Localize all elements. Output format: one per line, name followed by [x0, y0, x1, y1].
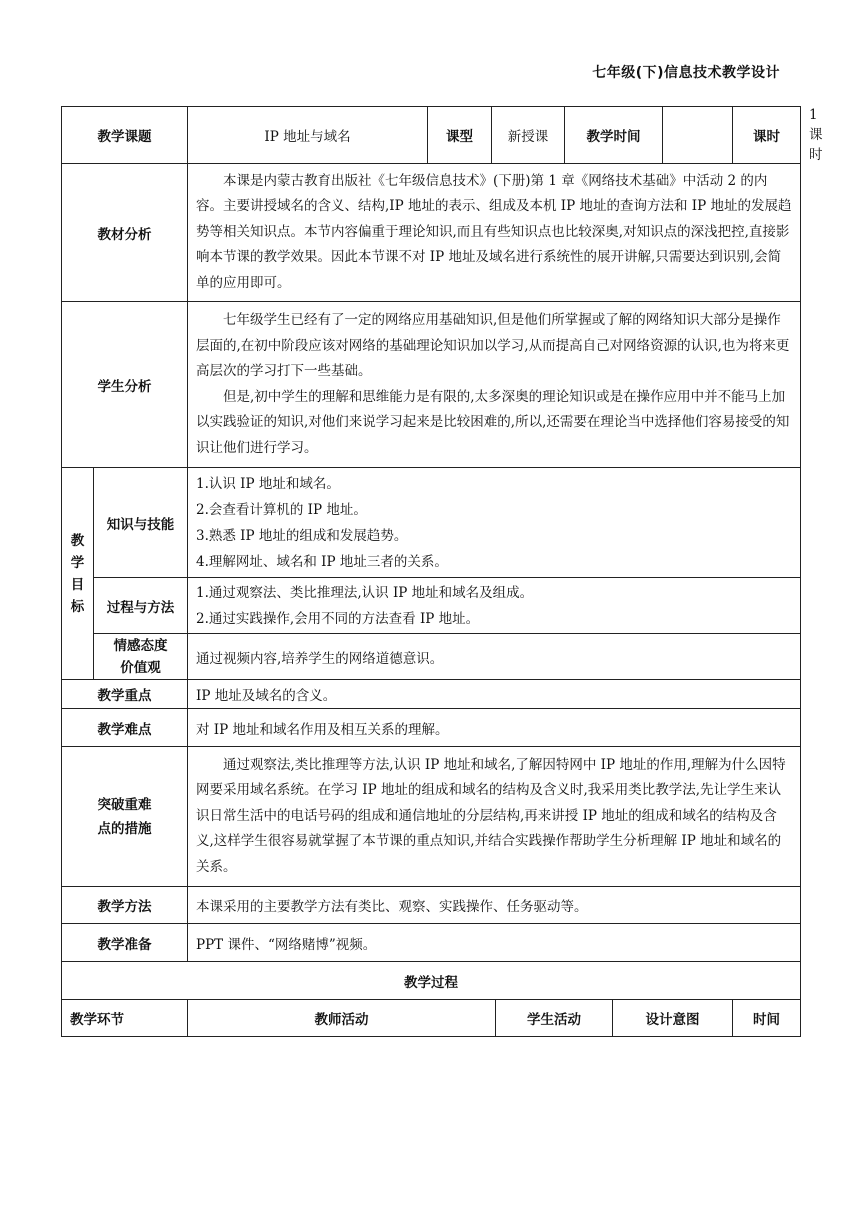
student-row — [62, 302, 801, 468]
difficulty-row — [62, 709, 801, 747]
objectives-label-char: 标 — [70, 598, 85, 615]
key-point-row — [62, 680, 801, 709]
time-label: 教学时间 — [565, 107, 663, 164]
objective-emotion-row — [62, 634, 801, 680]
topic-value: IP 地址与域名 — [188, 107, 428, 164]
measures-text: 通过观察法,类比推理等方法,认识 IP 地址和域名,了解因特网中 IP 地址的作用,理解为什么因特网要采用域名系统。在学习 IP 地址的组成和域名的结构及含义时,我采用类比教学法,先让学生来认识日常生活中的电话号码的组成和通信地址的分层结构,再来讲授 IP 地址的组成和域名的结构及含义,这样学生很容易就掌握了本节课的重点知识,并结合实践操作帮助学生分析理解 IP 地址和域名的关系。 — [196, 756, 786, 875]
objectives-label-char: 目 — [70, 576, 85, 593]
list-item: 2.通过实践操作,会用不同的方法查看 IP 地址。 — [196, 610, 480, 627]
column-header-student: 学生活动 — [496, 1000, 613, 1037]
info-row: 教学课题 IP 地址与域名 课型 新授课 教学时间 课时 1 课时 — [62, 107, 801, 164]
difficulty-text: 对 IP 地址和域名作用及相互关系的理解。 — [188, 709, 801, 747]
column-header-intent: 设计意图 — [613, 1000, 733, 1037]
preparation-row — [62, 924, 801, 962]
list-item: 1.认识 IP 地址和域名。 — [196, 475, 340, 492]
emotion-label — [94, 634, 188, 680]
emotion-label-line: 价值观 — [120, 659, 161, 676]
measures-label-line: 点的措施 — [97, 820, 152, 837]
method-label: 教学方法 — [62, 887, 188, 924]
material-row — [62, 164, 801, 302]
measures-label — [62, 747, 188, 887]
difficulty-label: 教学难点 — [62, 709, 188, 747]
period-label: 课时 — [733, 107, 801, 164]
method-row — [62, 887, 801, 924]
topic-label: 教学课题 — [62, 107, 188, 164]
process-title-row — [62, 962, 801, 1000]
objective-process-row — [62, 578, 801, 634]
objectives-label — [62, 468, 94, 680]
document-header: 七年级(下)信息技术教学设计 — [592, 65, 780, 81]
list-item: 3.熟悉 IP 地址的组成和发展趋势。 — [196, 527, 408, 544]
column-header-stage: 教学环节 — [62, 1000, 188, 1037]
key-point-label: 教学重点 — [62, 680, 188, 709]
measures-label-line: 突破重难 — [97, 796, 152, 813]
objectives-label-char: 学 — [70, 554, 85, 571]
preparation-label: 教学准备 — [62, 924, 188, 962]
objective-knowledge-row — [62, 468, 801, 578]
emotion-label-line: 情感态度 — [113, 637, 168, 654]
process-cell — [188, 578, 801, 634]
material-label: 教材分析 — [62, 164, 188, 302]
preparation-text: PPT 课件、“网络赌博”视频。 — [188, 924, 801, 962]
student-label: 学生分析 — [62, 302, 188, 468]
lesson-plan-table — [61, 106, 823, 1037]
column-header-teacher: 教师活动 — [188, 1000, 496, 1037]
objectives-label-char: 教 — [70, 532, 85, 549]
student-cell — [188, 302, 801, 468]
list-item: 2.会查看计算机的 IP 地址。 — [196, 501, 367, 518]
measures-cell — [188, 747, 801, 887]
material-cell — [188, 164, 801, 302]
list-item: 4.理解网址、域名和 IP 地址三者的关系。 — [196, 553, 448, 570]
type-label: 课型 — [428, 107, 492, 164]
material-text: 本课是内蒙古教育出版社《七年级信息技术》(下册)第 1 章《网络技术基础》中活动 2 的内容。主要讲授域名的含义、结构,IP 地址的表示、组成及本机 IP 地址的查询方法和 IP 地址的发展趋势等相关知识点。本节内容偏重于理论知识,而且有些知识点也比较深奥,对知识点的深浅把控,直接影响本节课的教学效果。因此本节课不对 IP 地址及域名进行系统性的展开讲解,只需要达到识别,会简单的应用即可。 — [196, 172, 792, 291]
measures-row — [62, 747, 801, 887]
knowledge-cell — [188, 468, 801, 578]
time-value — [663, 107, 733, 164]
type-value: 新授课 — [492, 107, 565, 164]
process-title: 教学过程 — [62, 962, 801, 1000]
column-header-time: 时间 — [733, 1000, 801, 1037]
student-para-1: 七年级学生已经有了一定的网络应用基础知识,但是他们所掌握或了解的网络知识大部分是操作层面的,在初中阶段应该对网络的基础理论知识加以学习,从而提高自己对网络资源的认识,也为将来更高层次的学习打下一些基础。 — [196, 312, 790, 379]
key-point-text: IP 地址及域名的含义。 — [188, 680, 801, 709]
process-header-row — [62, 1000, 801, 1037]
emotion-text: 通过视频内容,培养学生的网络道德意识。 — [188, 634, 801, 680]
process-label: 过程与方法 — [94, 578, 188, 634]
knowledge-label: 知识与技能 — [94, 468, 188, 578]
student-para-2: 但是,初中学生的理解和思维能力是有限的,太多深奥的理论知识或是在操作应用中并不能马上加以实践验证的知识,对他们来说学习起来是比较困难的,所以,还需要在理论当中选择他们容易接受的知识让他们进行学习。 — [196, 388, 790, 456]
method-text: 本课采用的主要教学方法有类比、观察、实践操作、任务驱动等。 — [188, 887, 801, 924]
list-item: 1.通过观察法、类比推理法,认识 IP 地址和域名及组成。 — [196, 584, 534, 601]
